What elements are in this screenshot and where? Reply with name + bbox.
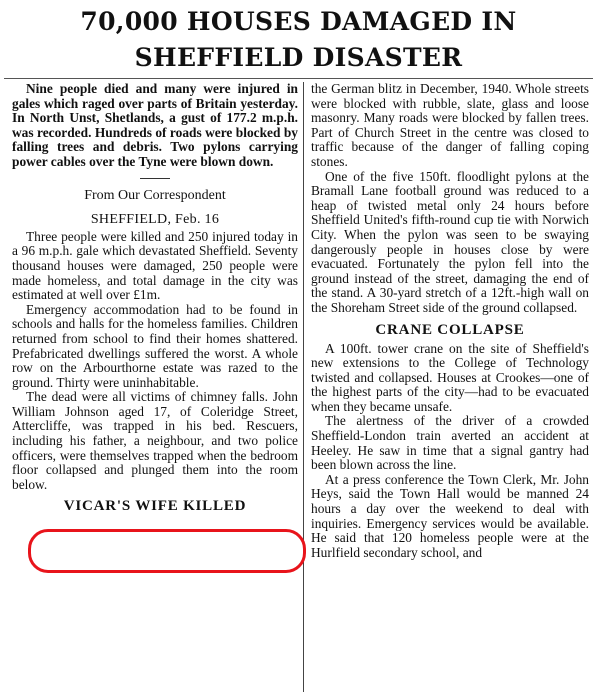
highlighted-paragraph: The dead were all victims of chimney falls. John William Johnson aged 17, of Coleridge Street, Attercliffe, was trapped in his bed. Rescuers, including his father, a neighbour, and two police officers, were themselves trapped when the bedroom floor collapsed and plunged them into the room below.	[12, 389, 298, 492]
body-paragraph: The alertness of the driver of a crowded Sheffield-London train averted an accident at Heeley. He saw in time that a signal gantry had been blown across the line.	[311, 413, 589, 473]
lede-paragraph: Nine people died and many were injured in gales which raged over parts of Britain yesterday. In North Unst, Shetlands, a gust of 177.2 m.p.h. was recorded. Hundreds of roads were blocked by falling trees and debris. Two pylons carrying power cables over the Tyne were blown down.	[12, 81, 298, 169]
headline-line-1: 70,000 HOUSES DAMAGED IN	[80, 7, 517, 36]
subhead-crane-collapse: CRANE COLLAPSE	[375, 321, 525, 338]
body-paragraph: the German blitz in December, 1940. Whole streets were blocked with rubble, slate, glass and loose masonry. Many roads were blocked by fallen trees. Part of Church Street in the centre was closed to traffic because of the danger of falling coping stones.	[311, 81, 589, 169]
byline: From Our Correspondent	[84, 187, 226, 203]
headline	[0, 0, 597, 76]
left-column	[12, 82, 298, 518]
red-highlight-annotation	[28, 529, 306, 573]
body-paragraph: Three people were killed and 250 injured today in a 96 m.p.h. gale which devastated Sheffield. Seventy thousand houses were damaged, 250 people were made homeless, and total damage in the city was estimated at well over £1m.	[12, 228, 298, 303]
body-paragraph: At a press conference the Town Clerk, Mr. John Heys, said the Town Hall would be manned 24 hours a day over the weekend to deal with inquiries. Emergency services would be available. He said that 120 homeless people were at the Hurlfield secondary school, and	[311, 471, 589, 560]
headline-rule	[4, 78, 593, 79]
body-paragraph: A 100ft. tower crane on the site of Sheffield's new extensions to the College of Technology twisted and collapsed. Houses at Crookes—one of the highest parts of the city—had to be evacuated when they became unsafe.	[311, 340, 589, 414]
column-divider	[303, 82, 304, 692]
headline-line-2: SHEFFIELD DISASTER	[134, 43, 463, 72]
subhead-vicars-wife: VICAR'S WIFE KILLED	[63, 498, 247, 515]
dateline: SHEFFIELD, Feb. 16	[90, 212, 220, 228]
section-divider	[140, 178, 170, 179]
right-column	[311, 82, 589, 560]
body-paragraph: Emergency accommodation had to be found in schools and halls for the homeless families. Children returned from school to find their homes shattered. Prefabricated dwellings suffered the worst. A whole row on the Arbourthorne estate was razed to the ground. Thirty were uninhabitable.	[12, 301, 298, 390]
body-paragraph: One of the five 150ft. floodlight pylons at the Bramall Lane football ground was reduced to a heap of twisted metal only 24 hours before Sheffield United's fifth-round cup tie with Norwich City. When the pylon was seen to be swaying dangerously people in houses close by were evacuated. Fortunately the pylon fell into the ground instead of the street, damaging the end of the stand. A 30-yard stretch of a 12ft.-high wall on the Shoreham Street side of the ground collapsed.	[311, 168, 589, 315]
